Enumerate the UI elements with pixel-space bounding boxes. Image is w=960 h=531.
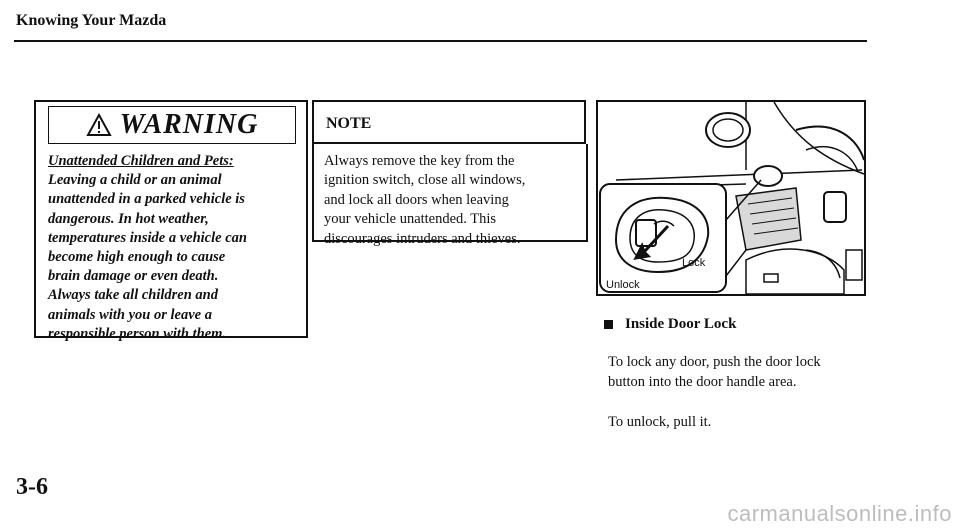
paragraph-lock: [608, 352, 821, 392]
warning-line: temperatures inside a vehicle can: [48, 229, 247, 246]
square-bullet-icon: [604, 320, 613, 329]
paragraph-line: To unlock, pull it.: [608, 414, 712, 430]
paragraph-line: button into the door handle area.: [608, 374, 797, 390]
warning-lead: Unattended Children and Pets:: [48, 153, 234, 169]
warning-box: [34, 100, 308, 342]
page-header-title: Knowing Your Mazda: [16, 12, 167, 29]
note-title: NOTE: [326, 115, 372, 132]
warning-line: responsible person with them.: [48, 325, 227, 342]
section-heading: [604, 316, 736, 333]
lock-label: Lock: [682, 257, 706, 269]
paragraph-unlock: [608, 412, 711, 432]
warning-line: brain damage or even death.: [48, 268, 219, 285]
section-heading-text: Inside Door Lock: [625, 316, 737, 332]
note-line: Always remove the key from the: [324, 153, 515, 169]
warning-text: [48, 152, 300, 344]
note-border-bottom: [312, 240, 588, 242]
warning-line: unattended in a parked vehicle is: [48, 191, 245, 208]
header-divider: [14, 40, 867, 42]
note-border-left: [312, 144, 314, 240]
page-number: 3-6: [16, 474, 48, 500]
note-line: and lock all doors when leaving: [324, 191, 509, 208]
warning-triangle-icon: [86, 113, 112, 137]
note-line: discourages intruders and thieves.: [324, 230, 521, 247]
warning-line: animals with you or leave a: [48, 306, 212, 323]
paragraph-line: To lock any door, push the door lock: [608, 354, 821, 370]
note-border-right: [586, 144, 588, 242]
warning-line: Leaving a child or an animal: [48, 172, 222, 189]
door-lock-illustration: [596, 100, 866, 296]
note-box: [312, 100, 588, 250]
note-line: ignition switch, close all windows,: [324, 172, 526, 189]
warning-line: dangerous. In hot weather,: [48, 210, 209, 227]
warning-line: Always take all children and: [48, 287, 218, 304]
unlock-label: Unlock: [606, 279, 640, 291]
note-line: your vehicle unattended. This: [324, 211, 497, 228]
warning-title: WARNING: [119, 109, 259, 140]
note-text: [324, 152, 574, 249]
watermark: carmanualsonline.info: [727, 501, 952, 526]
warning-line: become high enough to cause: [48, 249, 226, 266]
note-header: [312, 100, 586, 144]
warning-header: [48, 106, 296, 144]
